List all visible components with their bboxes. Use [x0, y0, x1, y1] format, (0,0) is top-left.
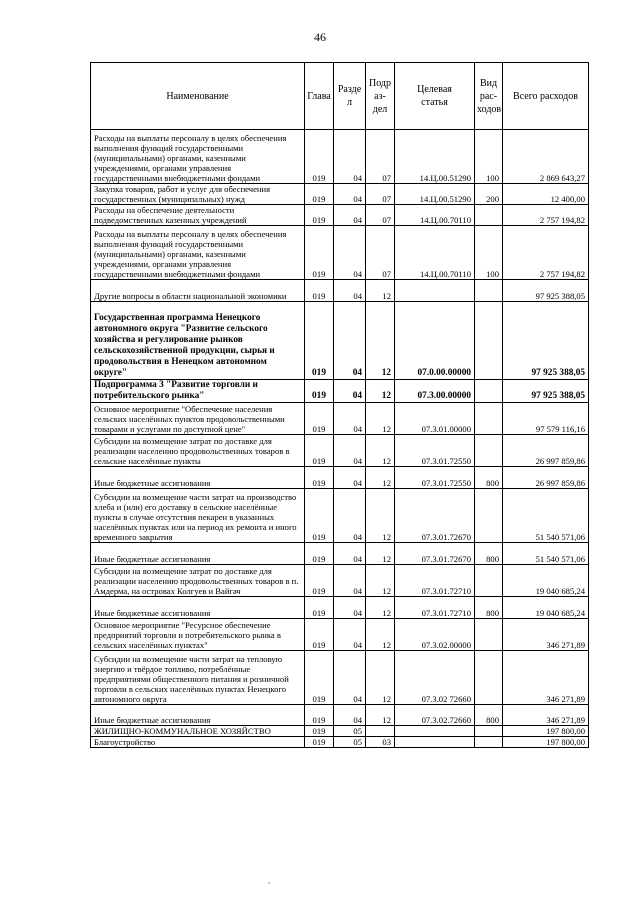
row-name: Иные бюджетные ассигнования	[91, 467, 305, 489]
row-razdel: 05	[334, 726, 366, 737]
row-razdel: 04	[334, 619, 366, 651]
scan-speck	[268, 882, 270, 884]
row-razdel: 04	[334, 435, 366, 467]
row-glava: 019	[305, 380, 334, 403]
row-expense-type	[475, 280, 503, 302]
row-target-article: 07.3.02 72660	[395, 651, 475, 705]
row-glava: 019	[305, 565, 334, 597]
row-total: 51 540 571,06	[503, 543, 589, 565]
row-total: 26 997 859,86	[503, 467, 589, 489]
row-name: Государственная программа Ненецкого автономного округа "Развитие сельского хозяйства и регулирование рынков сельскохозяйственной продукции, сырья и продовольствия в Ненецком автономном округе"	[91, 302, 305, 380]
row-expense-type: 800	[475, 543, 503, 565]
row-name: Другие вопросы в области национальной экономики	[91, 280, 305, 302]
header-razdel: Разде л	[334, 63, 366, 130]
row-podrazdel: 07	[366, 184, 395, 205]
row-razdel: 04	[334, 380, 366, 403]
row-glava: 019	[305, 280, 334, 302]
row-target-article: 07.3.01.72670	[395, 489, 475, 543]
row-total: 19 040 685,24	[503, 597, 589, 619]
row-glava: 019	[305, 435, 334, 467]
table-row	[91, 651, 589, 705]
row-total: 97 925 388,05	[503, 302, 589, 380]
table-row	[91, 130, 589, 184]
table-row	[91, 380, 589, 403]
row-razdel: 04	[334, 205, 366, 226]
row-glava: 019	[305, 467, 334, 489]
row-name: Подпрограмма 3 "Развитие торговли и потребительского рынка"	[91, 380, 305, 403]
row-name: Расходы на обеспечение деятельности подведомственных казенных учреждений	[91, 205, 305, 226]
expenditure-table	[90, 62, 589, 748]
row-podrazdel: 12	[366, 597, 395, 619]
row-expense-type	[475, 619, 503, 651]
row-target-article: 07.3.01.72710	[395, 597, 475, 619]
row-glava: 019	[305, 184, 334, 205]
row-razdel: 04	[334, 705, 366, 726]
table-row	[91, 435, 589, 467]
row-name: Субсидии на возмещение затрат по доставке для реализации населению продовольственных товаров в сельские населённые пункты	[91, 435, 305, 467]
header-vsego: Всего расходов	[503, 63, 589, 130]
table-row	[91, 543, 589, 565]
row-expense-type: 100	[475, 226, 503, 280]
table-row	[91, 726, 589, 737]
row-total: 346 271,89	[503, 619, 589, 651]
row-target-article: 07.3.02.72660	[395, 705, 475, 726]
row-podrazdel: 12	[366, 651, 395, 705]
row-name: Основное мероприятие "Обеспечение населения сельских населённых пунктов продовольственными товарами и услугами по доступной цене"	[91, 403, 305, 435]
row-target-article: 07.3.01.72670	[395, 543, 475, 565]
row-glava: 019	[305, 403, 334, 435]
row-expense-type	[475, 205, 503, 226]
row-expense-type	[475, 651, 503, 705]
table-header-row	[91, 63, 589, 130]
row-razdel: 04	[334, 651, 366, 705]
row-total: 197 800,00	[503, 737, 589, 748]
row-razdel: 04	[334, 403, 366, 435]
table-row	[91, 184, 589, 205]
table-row	[91, 597, 589, 619]
table-row	[91, 565, 589, 597]
row-glava: 019	[305, 651, 334, 705]
row-expense-type: 200	[475, 184, 503, 205]
row-podrazdel: 03	[366, 737, 395, 748]
table-body	[91, 130, 589, 748]
row-total: 2 757 194,82	[503, 205, 589, 226]
row-expense-type: 100	[475, 130, 503, 184]
table-row	[91, 403, 589, 435]
row-target-article: 14.Ц.00.51290	[395, 130, 475, 184]
row-glava: 019	[305, 205, 334, 226]
row-glava: 019	[305, 489, 334, 543]
row-name: ЖИЛИЩНО-КОММУНАЛЬНОЕ ХОЗЯЙСТВО	[91, 726, 305, 737]
row-podrazdel: 12	[366, 705, 395, 726]
row-target-article: 07.3.01.00000	[395, 403, 475, 435]
row-glava: 019	[305, 597, 334, 619]
row-target-article	[395, 280, 475, 302]
table-row	[91, 705, 589, 726]
row-podrazdel: 12	[366, 565, 395, 597]
row-expense-type	[475, 726, 503, 737]
row-razdel: 04	[334, 280, 366, 302]
row-glava: 019	[305, 130, 334, 184]
row-expense-type	[475, 737, 503, 748]
header-tselevaya: Целевая статья	[395, 63, 475, 130]
row-target-article: 14.Ц.00.51290	[395, 184, 475, 205]
row-podrazdel: 12	[366, 619, 395, 651]
row-name: Субсидии на возмещение части затрат на производство хлеба и (или) его доставку в сельские населённые пункты в случае отсутствия пекарен в указанных населённых пунктах или на период их ремонта и иного временного закрытия	[91, 489, 305, 543]
row-total: 346 271,89	[503, 705, 589, 726]
row-name: Субсидии на возмещение части затрат на тепловую энергию и твёрдое топливо, потреблённые предприятиями общественного питания и розничной торговли в сельских населённых пунктах Ненецкого автономного округа	[91, 651, 305, 705]
row-name: Расходы на выплаты персоналу в целях обеспечения выполнения функций государственными (муниципальными) органами, казенными учреждениями, органами управления государственными внебюджетными фондами	[91, 226, 305, 280]
row-total: 97 925 388,05	[503, 280, 589, 302]
row-podrazdel: 12	[366, 543, 395, 565]
row-razdel: 04	[334, 467, 366, 489]
row-expense-type	[475, 380, 503, 403]
row-total: 2 757 194,82	[503, 226, 589, 280]
row-razdel: 04	[334, 226, 366, 280]
row-podrazdel: 12	[366, 403, 395, 435]
row-glava: 019	[305, 737, 334, 748]
row-target-article: 07.3.01.72550	[395, 467, 475, 489]
table-row	[91, 619, 589, 651]
row-razdel: 04	[334, 184, 366, 205]
row-podrazdel: 12	[366, 380, 395, 403]
row-target-article: 07.3.01.72550	[395, 435, 475, 467]
row-name: Благоустройство	[91, 737, 305, 748]
row-expense-type: 800	[475, 467, 503, 489]
table-row	[91, 205, 589, 226]
row-name: Основное мероприятие "Ресурсное обеспечение предприятий торговли и потребительского рынка в сельских населённых пунктах"	[91, 619, 305, 651]
row-glava: 019	[305, 705, 334, 726]
table-row	[91, 489, 589, 543]
page-number: 46	[314, 30, 326, 44]
table-row	[91, 737, 589, 748]
header-vid: Вид рас- ходов	[475, 63, 503, 130]
row-podrazdel: 12	[366, 280, 395, 302]
table-row	[91, 467, 589, 489]
row-podrazdel: 07	[366, 205, 395, 226]
row-target-article: 14.Ц.00.70110	[395, 205, 475, 226]
row-expense-type: 800	[475, 597, 503, 619]
row-expense-type	[475, 489, 503, 543]
row-razdel: 04	[334, 597, 366, 619]
row-glava: 019	[305, 302, 334, 380]
row-expense-type	[475, 302, 503, 380]
row-total: 97 925 388,05	[503, 380, 589, 403]
row-target-article: 14.Ц.00.70110	[395, 226, 475, 280]
row-total: 51 540 571,06	[503, 489, 589, 543]
row-target-article	[395, 737, 475, 748]
header-podrazdel: Подр аз- дел	[366, 63, 395, 130]
row-target-article: 07.0.00.00000	[395, 302, 475, 380]
row-name: Иные бюджетные ассигнования	[91, 705, 305, 726]
row-total: 12 400,00	[503, 184, 589, 205]
row-podrazdel: 12	[366, 467, 395, 489]
row-total: 97 579 116,16	[503, 403, 589, 435]
row-razdel: 05	[334, 737, 366, 748]
row-podrazdel: 12	[366, 435, 395, 467]
row-total: 346 271,89	[503, 651, 589, 705]
header-glava: Глава	[305, 63, 334, 130]
row-podrazdel	[366, 726, 395, 737]
row-expense-type	[475, 435, 503, 467]
row-name: Субсидии на возмещение затрат по доставке для реализации населению продовольственных товаров в п. Амдерма, на островах Колгуев и Вайгач	[91, 565, 305, 597]
row-glava: 019	[305, 726, 334, 737]
row-total: 2 869 643,27	[503, 130, 589, 184]
row-name: Иные бюджетные ассигнования	[91, 543, 305, 565]
row-target-article	[395, 726, 475, 737]
row-target-article: 07.3.01.72710	[395, 565, 475, 597]
row-expense-type	[475, 403, 503, 435]
row-podrazdel: 07	[366, 130, 395, 184]
row-target-article: 07.3.02.00000	[395, 619, 475, 651]
row-razdel: 04	[334, 543, 366, 565]
row-razdel: 04	[334, 130, 366, 184]
row-target-article: 07.3.00.00000	[395, 380, 475, 403]
row-total: 26 997 859,86	[503, 435, 589, 467]
row-total: 19 040 685,24	[503, 565, 589, 597]
row-expense-type	[475, 565, 503, 597]
row-total: 197 800,00	[503, 726, 589, 737]
row-glava: 019	[305, 619, 334, 651]
row-glava: 019	[305, 543, 334, 565]
table-row	[91, 280, 589, 302]
row-name: Закупка товаров, работ и услуг для обеспечения государственных (муниципальных) нужд	[91, 184, 305, 205]
row-glava: 019	[305, 226, 334, 280]
row-podrazdel: 12	[366, 489, 395, 543]
row-podrazdel: 07	[366, 226, 395, 280]
row-expense-type: 800	[475, 705, 503, 726]
table-row	[91, 302, 589, 380]
row-razdel: 04	[334, 489, 366, 543]
header-name: Наименование	[91, 63, 305, 130]
row-razdel: 04	[334, 302, 366, 380]
row-name: Расходы на выплаты персоналу в целях обеспечения выполнения функций государственными (муниципальными) органами, казенными учреждениями, органами управления государственными внебюджетными фондами	[91, 130, 305, 184]
row-name: Иные бюджетные ассигнования	[91, 597, 305, 619]
table-row	[91, 226, 589, 280]
row-razdel: 04	[334, 565, 366, 597]
row-podrazdel: 12	[366, 302, 395, 380]
